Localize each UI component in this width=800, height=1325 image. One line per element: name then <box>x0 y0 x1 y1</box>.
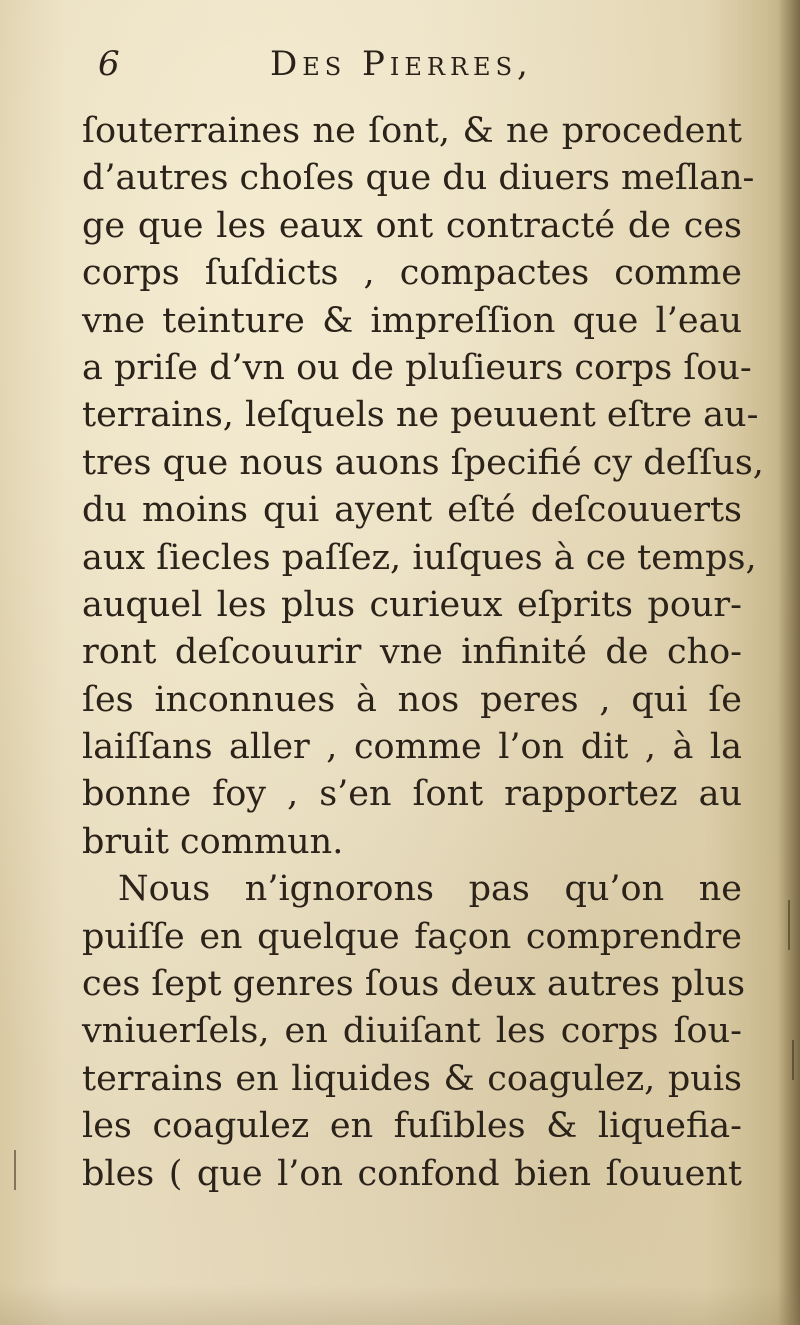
text-line: bonne foy , s’en ſont rapportez au <box>82 774 742 815</box>
text-line: aux ſiecles paſſez, iuſques à ce temps, <box>82 537 757 578</box>
text-line: ſouterraines ne ſont, & ne procedent <box>82 111 742 151</box>
text-line: terrains en liquides & coagulez, puis <box>82 1058 742 1099</box>
text-line: tres que nous auons ſpecifié cy deſſus, <box>82 442 764 483</box>
margin-mark <box>788 900 790 950</box>
page-number: 6 <box>98 44 120 84</box>
text-line: du moins qui ayent eſté deſcouuerts <box>82 490 742 531</box>
margin-mark <box>792 1040 794 1080</box>
margin-mark <box>14 1150 16 1190</box>
page-bottom-shade <box>0 1285 800 1325</box>
text-line: terrains, leſquels ne peuuent eſtre au- <box>82 395 759 436</box>
text-line: ſes inconnues à nos peres , qui ſe <box>82 679 742 720</box>
text-line: d’autres choſes que du diuers meſlan- <box>82 158 755 199</box>
text-line: auquel les plus curieux eſprits pour- <box>82 584 742 625</box>
text-line: vniuerſels, en diuiſant les corps ſou- <box>82 1011 742 1052</box>
text-line: vne teinture & impreſſion que l’eau <box>82 300 742 341</box>
page-gutter-shadow <box>778 0 800 1325</box>
text-line: puiſſe en quelque façon comprendre <box>82 916 742 957</box>
text-line: ces ſept genres ſous deux autres plus <box>82 964 746 1005</box>
page-header <box>90 40 740 100</box>
text-line: corps ſuſdicts , compactes comme <box>82 253 742 294</box>
text-line: laiſſans aller , comme l’on dit , à la <box>82 727 742 768</box>
text-line: a priſe d’vn ou de pluſieurs corps ſou- <box>82 347 752 388</box>
text-line-paragraph-end: bruit commun. <box>82 821 344 862</box>
text-line: ge que les eaux ont contracté de ces <box>82 205 742 246</box>
body-text <box>82 108 764 1198</box>
running-title: Des Pierres, <box>270 44 533 84</box>
text-line: ront deſcouurir vne infinité de cho- <box>82 632 742 673</box>
text-line: bles ( que l’on confond bien ſouuent <box>82 1153 742 1194</box>
text-line-paragraph-start: Nous n’ignorons pas qu’on ne <box>118 869 742 910</box>
text-line: les coagulez en fuſibles & liquefia- <box>82 1106 742 1147</box>
